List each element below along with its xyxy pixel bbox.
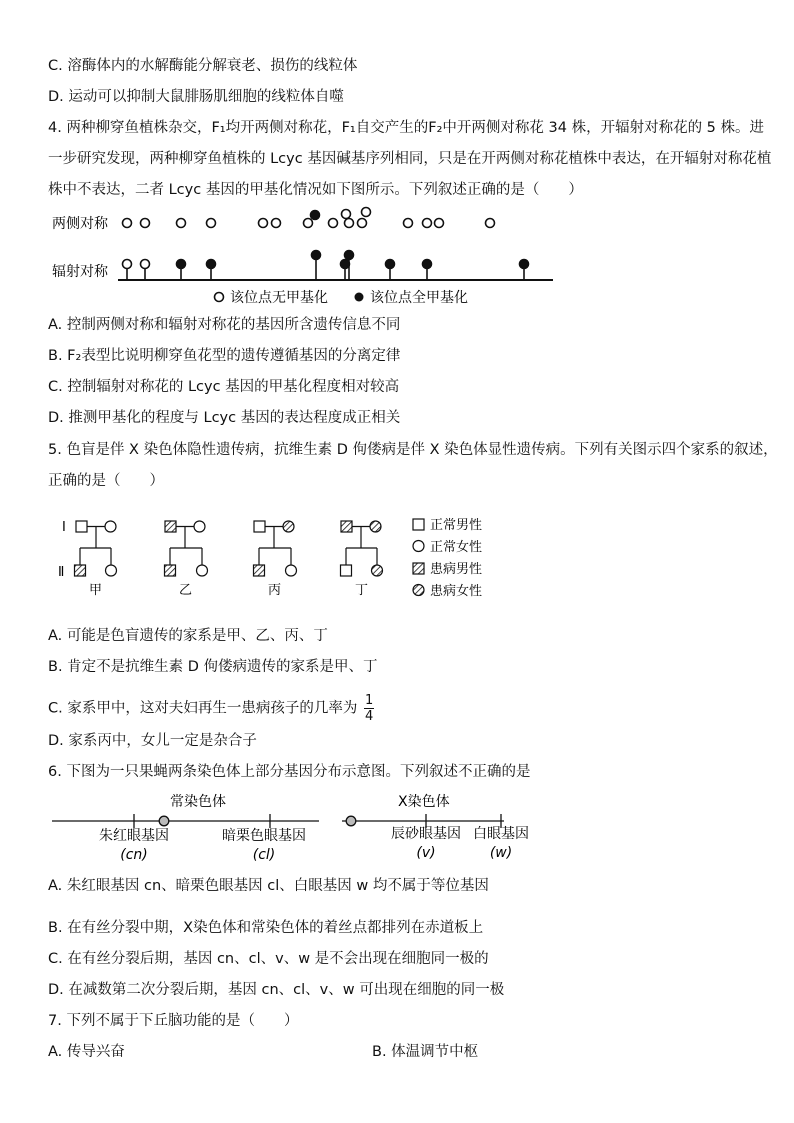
autosome-title: 常染色体: [170, 794, 226, 810]
gene-v-symbol: (v): [416, 845, 436, 861]
unmethylated-site: [358, 219, 367, 228]
affected-female: [283, 521, 294, 532]
radial-sites: [123, 251, 529, 281]
question-4-stem-line2: 一步研究发现，两种柳穿鱼植株的 Lcyc 基因碱基序列相同，只是在开两侧对称花植株中表达，在开辐射对称花植: [48, 151, 772, 167]
methylated-site: [341, 260, 350, 269]
unmethylated-site: [362, 208, 371, 217]
unmethylated-site: [123, 219, 132, 228]
row-label-bilateral: 两侧对称: [52, 216, 108, 232]
methylated-site: [386, 260, 395, 269]
fraction-denominator: 4: [364, 709, 374, 724]
question-4-option-a: A. 控制两侧对称和辐射对称花的基因所含遗传信息不同: [48, 317, 401, 333]
normal-female: [105, 521, 116, 532]
fraction-one-quarter: [364, 693, 374, 724]
question-6-option-d: D. 在减数第二次分裂后期，基因 cn、cl、v、w 可出现在细胞的同一极: [48, 982, 505, 998]
x-chromosome-title: X染色体: [398, 794, 450, 810]
family-bing: [254, 521, 297, 576]
gene-w-name: 白眼基因: [473, 826, 529, 842]
normal-male: [341, 565, 352, 576]
affected-male: [341, 521, 352, 532]
unmethylated-site: [207, 219, 216, 228]
normal-male: [76, 521, 87, 532]
normal-female: [106, 565, 117, 576]
pedigree-diagram: [0, 505, 794, 605]
question-5-stem-line2: 正确的是（ ）: [48, 473, 164, 489]
unmethylated-site: [329, 219, 338, 228]
methylated-site: [207, 260, 216, 269]
family-label-ding: 丁: [355, 583, 369, 598]
legend-methylated-icon: [355, 293, 364, 302]
family-label-yi: 乙: [179, 583, 193, 598]
unmethylated-site: [345, 219, 354, 228]
methylated-site: [423, 260, 432, 269]
normal-male: [254, 521, 265, 532]
legend-affected-male: 患病男性: [430, 562, 483, 577]
legend-unmethylated-icon: [215, 293, 224, 302]
gene-w-symbol: (w): [489, 845, 513, 861]
question-6-option-b: B. 在有丝分裂中期，X染色体和常染色体的着丝点都排列在赤道板上: [48, 920, 484, 936]
affected-male: [75, 565, 86, 576]
unmethylated-site: [272, 219, 281, 228]
question-4-option-b: B. F₂表型比说明柳穿鱼花型的遗传遵循基因的分离定律: [48, 348, 401, 364]
unmethylated-site: [259, 219, 268, 228]
legend-normal-female: 正常女性: [430, 540, 483, 555]
methylation-diagram: [0, 200, 794, 310]
normal-female: [286, 565, 297, 576]
unmethylated-site: [423, 219, 432, 228]
gene-cn-symbol: (cn): [120, 847, 148, 863]
question-5-option-c: [48, 693, 374, 724]
affected-male: [165, 521, 176, 532]
autosome-centromere: [159, 816, 169, 826]
option-3c: C. 溶酶体内的水解酶能分解衰老、损伤的线粒体: [48, 58, 358, 74]
question-7-option-a: A. 传导兴奋: [48, 1044, 125, 1060]
legend-unmethylated-label: 该位点无甲基化: [230, 290, 328, 306]
question-7-stem: 7. 下列不属于下丘脑功能的是（ ）: [48, 1013, 299, 1029]
row-label-radial: 辐射对称: [52, 264, 108, 280]
option-3d: D. 运动可以抑制大鼠腓肠肌细胞的线粒体自噬: [48, 89, 344, 105]
question-6-option-a: A. 朱红眼基因 cn、暗栗色眼基因 cl、白眼基因 w 均不属于等位基因: [48, 878, 489, 894]
question-4-stem-line3: 株中不表达，二者 Lcyc 基因的甲基化情况如下图所示。下列叙述正确的是（ ）: [48, 182, 583, 198]
question-4-option-d: D. 推测甲基化的程度与 Lcyc 基因的表达程度成正相关: [48, 410, 401, 426]
unmethylated-site: [123, 260, 132, 269]
unmethylated-site: [141, 260, 150, 269]
legend-affected-male-icon: [413, 563, 424, 574]
affected-female: [372, 565, 383, 576]
legend-methylated-label: 该位点全甲基化: [370, 290, 468, 306]
legend-affected-female-icon: [413, 585, 424, 596]
unmethylated-site: [486, 219, 495, 228]
question-6-stem: 6. 下图为一只果蝇两条染色体上部分基因分布示意图。下列叙述不正确的是: [48, 764, 531, 780]
gene-cn-name: 朱红眼基因: [99, 828, 169, 844]
gene-cl-symbol: (cl): [252, 847, 276, 863]
family-ding: [341, 521, 383, 576]
gene-v-name: 辰砂眼基因: [391, 826, 461, 842]
unmethylated-site: [404, 219, 413, 228]
unmethylated-site: [177, 219, 186, 228]
unmethylated-site: [435, 219, 444, 228]
methylated-site: [177, 260, 186, 269]
legend-affected-female: 患病女性: [430, 584, 483, 599]
family-label-jia: 甲: [89, 583, 103, 598]
legend-normal-female-icon: [413, 541, 424, 552]
option-text: C. 家系甲中，这对夫妇再生一患病孩子的几率为: [48, 700, 358, 717]
question-5-option-b: B. 肯定不是抗维生素 D 佝偻病遗传的家系是甲、丁: [48, 659, 378, 675]
methylated-site: [520, 260, 529, 269]
generation-label-2: Ⅱ: [58, 565, 65, 580]
generation-label-1: I: [62, 520, 66, 535]
bilateral-sites: [123, 208, 495, 228]
normal-female: [197, 565, 208, 576]
x-centromere: [346, 816, 356, 826]
gene-cl-name: 暗栗色眼基因: [222, 828, 306, 844]
pedigree-legend: [413, 519, 424, 596]
question-7-option-b: B. 体温调节中枢: [372, 1044, 479, 1060]
affected-male: [165, 565, 176, 576]
question-5-option-a: A. 可能是色盲遗传的家系是甲、乙、丙、丁: [48, 628, 328, 644]
affected-male: [254, 565, 265, 576]
unmethylated-site: [342, 210, 351, 219]
legend-normal-male-icon: [413, 519, 424, 530]
question-4-option-c: C. 控制辐射对称花的 Lcyc 基因的甲基化程度相对较高: [48, 379, 400, 395]
family-jia: [75, 521, 117, 576]
family-label-bing: 丙: [268, 583, 282, 598]
question-4-stem-line1: 4. 两种柳穿鱼植株杂交，F₁均开两侧对称花，F₁自交产生的F₂中开两侧对称花 34 株，开辐射对称花的 5 株。进: [48, 120, 765, 136]
methylated-site: [311, 211, 320, 220]
methylated-site: [345, 251, 354, 260]
question-6-option-c: C. 在有丝分裂后期，基因 cn、cl、v、w 是不会出现在细胞同一极的: [48, 951, 489, 967]
unmethylated-site: [141, 219, 150, 228]
chromosome-gene-map: [0, 788, 794, 868]
legend-normal-male: 正常男性: [430, 518, 483, 533]
unmethylated-site: [304, 219, 313, 228]
family-yi: [165, 521, 208, 576]
methylated-site: [312, 251, 321, 260]
fraction-numerator: 1: [364, 693, 374, 708]
question-5-stem-line1: 5. 色盲是伴 X 染色体隐性遗传病，抗维生素 D 佝偻病是伴 X 染色体显性遗传病。下列有关图示四个家系的叙述，: [48, 442, 778, 458]
affected-female: [370, 521, 381, 532]
question-5-option-d: D. 家系丙中，女儿一定是杂合子: [48, 733, 257, 749]
normal-female: [194, 521, 205, 532]
